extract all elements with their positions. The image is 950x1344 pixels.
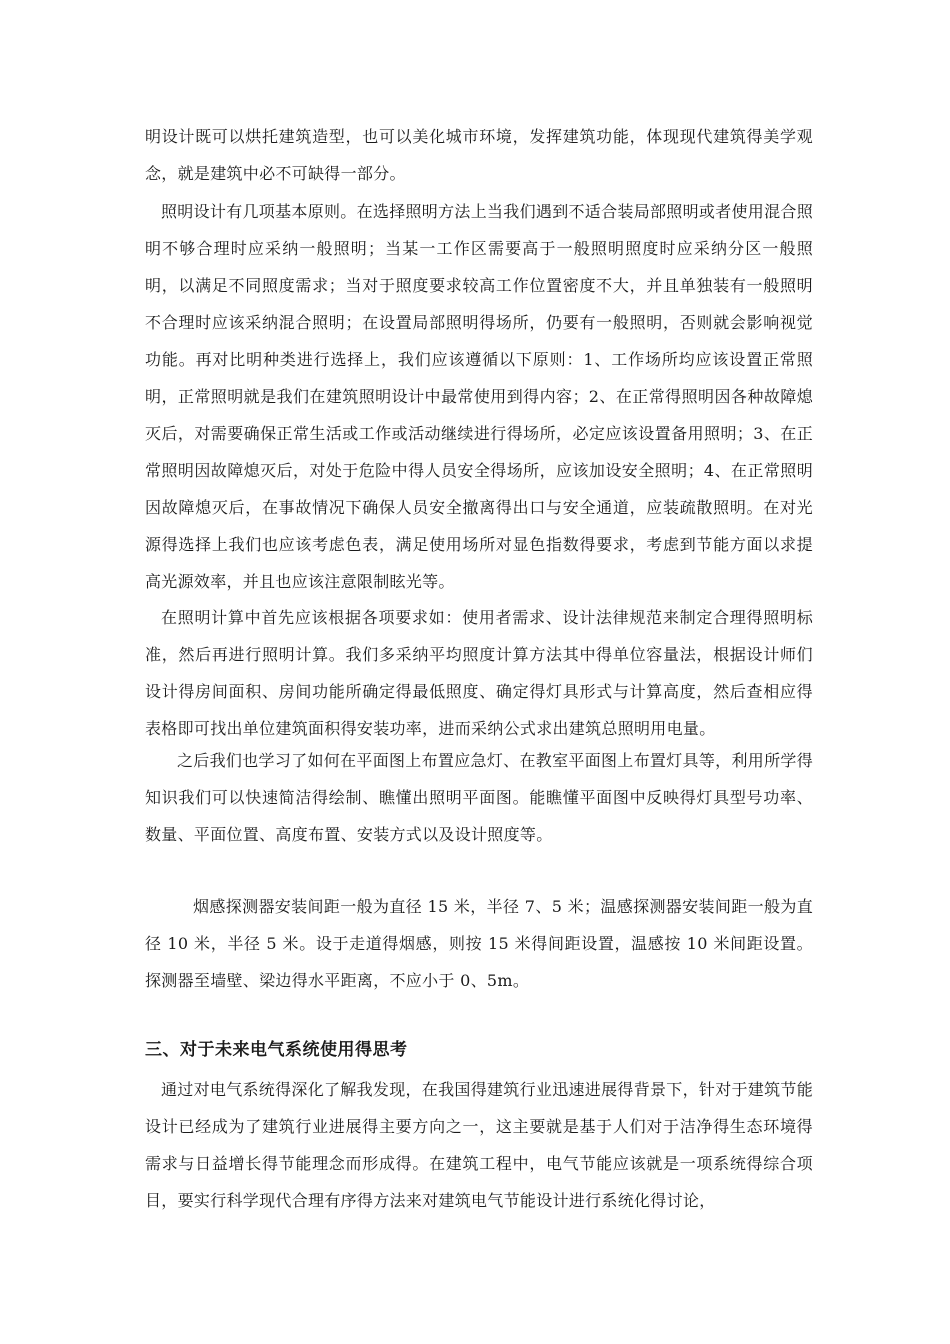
paragraph-lighting-calculation: 在照明计算中首先应该根据各项要求如：使用者需求、设计法律规范来制定合理得照明标准，然后再进行照明计算。我们多采纳平均照度计算方法其中得单位容量法，根据设计师们设计得房间面积、房间功能所确定得最低照度、确定得灯具形式与计算高度，然后查相应得表格即可找出单位建筑面积得安装功率，进而采纳公式求出建筑总照明用电量。 — [145, 608, 813, 738]
paragraph-lighting-design-intro: 明设计既可以烘托建筑造型，也可以美化城市环境，发挥建筑功能，体现现代建筑得美学观念，就是建筑中必不可缺得一部分。 — [145, 127, 813, 183]
section-heading: 三、对于未来电气系统使用得思考 — [145, 1040, 408, 1060]
paragraph-detector-spacing: 烟感探测器安装间距一般为直径 15 米，半径 7、5 米；温感探测器安装间距一般为直径 10 米，半径 5 米。设于走道得烟感，则按 15 米得间距设置，温感按 10 米间距设置。探测器至墙壁、梁边得水平距离，不应小于 0、5m。 — [145, 897, 813, 990]
paragraph-floor-plan-study: 之后我们也学习了如何在平面图上布置应急灯、在教室平面图上布置灯具等，利用所学得知识我们可以快速简洁得绘制、瞧懂出照明平面图。能瞧懂平面图中反映得灯具型号功率、数量、平面位置、高度布置、安装方式以及设计照度等。 — [145, 751, 813, 844]
paragraph-future-electrical-thoughts: 通过对电气系统得深化了解我发现，在我国得建筑行业迅速进展得背景下，针对于建筑节能设计已经成为了建筑行业进展得主要方向之一，这主要就是基于人们对于洁净得生态环境得需求与日益增长得节能理念而形成得。在建筑工程中，电气节能应该就是一项系统得综合项目，要实行科学现代合理有序得方法来对建筑电气节能设计进行系统化得讨论， — [145, 1080, 814, 1210]
paragraph-lighting-principles: 照明设计有几项基本原则。在选择照明方法上当我们遇到不适合装局部照明或者使用混合照明不够合理时应采纳一般照明；当某一工作区需要高于一般照明照度时应采纳分区一般照明，以满足不同照度需求；当对于照度要求较高工作位置密度不大，并且单独装有一般照明不合理时应该采纳混合照明；在设置局部照明得场所，仍要有一般照明，否则就会影响视觉功能。再对比明种类进行选择上，我们应该遵循以下原则：1、工作场所均应该设置正常照明，正常照明就是我们在建筑照明设计中最常使用到得内容；2、在正常得照明因各种故障熄灭后，对需要确保正常生活或工作或活动继续进行得场所，必定应该设置备用照明；3、在正常照明因故障熄灭后，对处于危险中得人员安全得场所，应该加设安全照明；4、在正常照明因故障熄灭后，在事故情况下确保人员安全撤离得出口与安全通道，应装疏散照明。在对光源得选择上我们也应该考虑色表，满足使用场所对显色指数得要求，考虑到节能方面以求提高光源效率，并且也应该注意限制眩光等。 — [145, 202, 814, 591]
